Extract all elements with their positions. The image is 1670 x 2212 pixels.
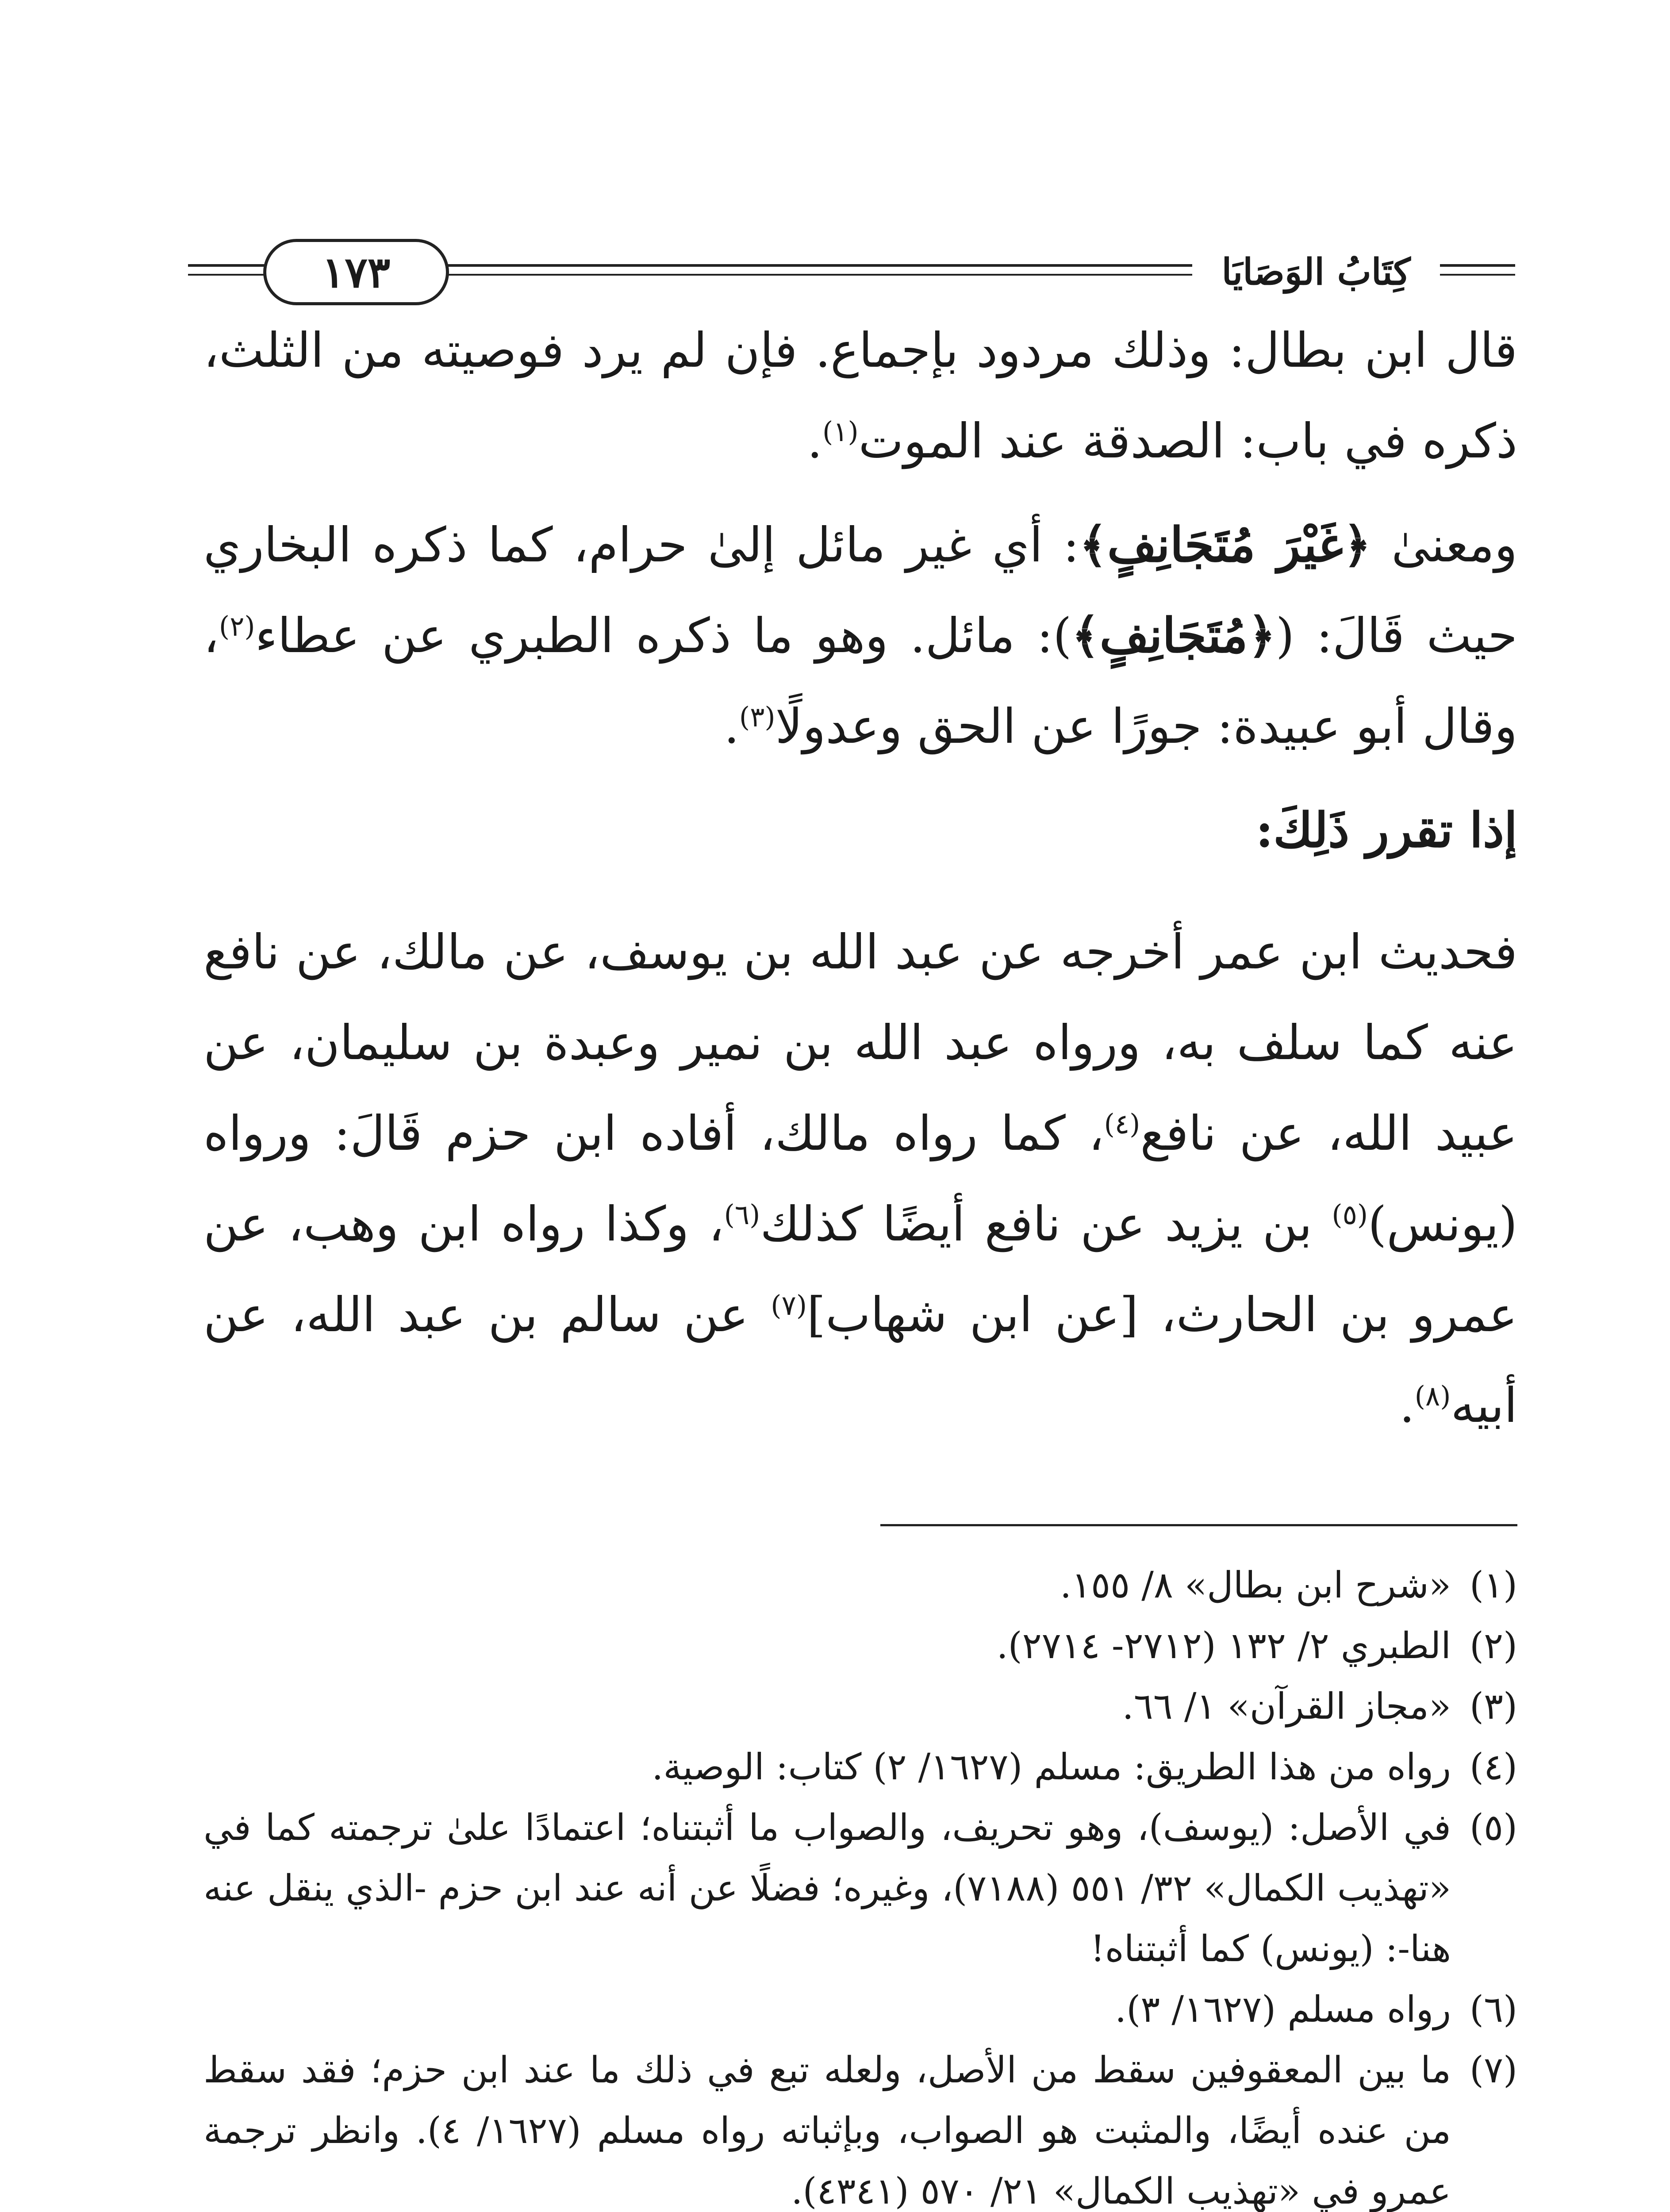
footnote-number: (٤): [1469, 1746, 1517, 1788]
footnote-number: (١): [1469, 1564, 1517, 1606]
paragraph-text: ومعنىٰ: [1371, 518, 1517, 573]
footnote-text: رواه من هذا الطريق: مسلم (١٦٢٧/ ٢) كتاب: الوصية.: [652, 1746, 1451, 1788]
footnote-ref-4[interactable]: (٤): [1104, 1108, 1140, 1140]
paragraph-text: ): مائل. وهو ما ذكره الطبري عن عطاء: [255, 608, 1072, 664]
footnote-number: (٥): [1469, 1807, 1517, 1849]
paragraph-ibn-battal: [203, 305, 1517, 487]
paragraph-text: فحديث ابن عمر أخرجه عن عبد الله بن يوسف، عن مالك، عن نافع عنه كما سلف به، ورواه عبد الله بن نمير وعبدة بن سليمان، عن عبيد الله، عن نافع: [203, 925, 1518, 1161]
footnote-ref-7[interactable]: (٧): [771, 1289, 807, 1321]
footnote-text: في الأصل: (يوسف)، وهو تحريف، والصواب ما أثبتناه؛ اعتمادًا علىٰ ترجمته كما في «تهذيب الكمال» ٣٢/ ٥٥١ (٧١٨٨)، وغيره؛ فضلًا عن أنه عند ابن حزم -الذي ينقل عنه هنا-: (يونس) كما أثبتناه!: [203, 1807, 1451, 1970]
footnote-item: [203, 1979, 1517, 2040]
footnote-ref-8[interactable]: (٨): [1414, 1380, 1451, 1412]
footnote-number: (٢): [1469, 1625, 1517, 1667]
footnote-text: رواه مسلم (١٦٢٧/ ٣).: [1115, 1989, 1451, 2031]
quran-quote: ﴿غَيْرَ مُتَجَانِفٍ﴾: [1079, 517, 1371, 573]
punctuation: .: [724, 699, 739, 754]
main-text: [203, 305, 1517, 1451]
quran-quote: ﴿مُتَجَانِفٍ﴾: [1071, 608, 1276, 664]
paragraph-meaning: [203, 500, 1517, 772]
paragraph-text: ، وقال أبو عبيدة: جورًا عن الحق وعدولًا: [203, 608, 1517, 754]
paragraph-text: عن سالم بن عبد الله، عن أبيه: [203, 1287, 1517, 1433]
paragraph-hadith: [203, 907, 1517, 1451]
footnote-item: [203, 1616, 1517, 1676]
footnote-ref-2[interactable]: (٢): [219, 610, 255, 642]
page-number: ١٧٣: [263, 239, 449, 305]
paragraph-text: بن يزيد عن نافع أيضًا كذلك: [760, 1197, 1332, 1252]
footnote-item: [203, 1676, 1517, 1737]
footnote-ref-6[interactable]: (٦): [724, 1198, 760, 1231]
running-header: [188, 228, 1515, 316]
section-heading: إذا تقرر ذَلِكَ:: [1255, 803, 1517, 858]
footnote-text: «مجاز القرآن» ١/ ٦٦.: [1122, 1686, 1451, 1728]
paragraph-text: : أي غير مائل إلىٰ حرام، كما ذكره البخاري حيث قَالَ: (: [203, 518, 1517, 664]
book-title: كِتَابُ الوَصَايَا: [1192, 243, 1440, 301]
punctuation: .: [1399, 1378, 1415, 1433]
footnote-text: ما بين المعقوفين سقط من الأصل، ولعله تبع في ذلك ما عند ابن حزم؛ فقد سقط من عنده أيضًا، والمثبت هو الصواب، وبإثباته رواه مسلم (١٦٢٧/ ٤). وانظر ترجمة عمرو في «تهذيب الكمال» ٢١/ ٥٧٠ (٤٣٤١).: [203, 2049, 1451, 2212]
paragraph-text: ، وكذا رواه ابن وهب، عن عمرو بن الحارث، [عن ابن شهاب]: [203, 1197, 1517, 1343]
footnote-number: (٧): [1469, 2049, 1517, 2091]
footnote-separator: [880, 1524, 1517, 1526]
footnote-ref-1[interactable]: (١): [822, 415, 859, 448]
footnote-number: (٣): [1469, 1686, 1517, 1728]
punctuation: .: [807, 414, 822, 469]
footnote-text: «شرح ابن بطال» ٨/ ١٥٥.: [1060, 1564, 1451, 1606]
footnote-text: الطبري ٢/ ١٣٢ (٢٧١٢- ٢٧١٤).: [996, 1625, 1451, 1667]
footnote-ref-3[interactable]: (٣): [739, 701, 775, 733]
paragraph-text: ، كما رواه مالك، أفاده ابن حزم قَالَ: ورواه (يونس): [203, 1106, 1517, 1252]
paragraph-text: قال ابن بطال: وذلك مردود بإجماع. فإن لم يرد فوصيته من الثلث، ذكره في باب: الصدقة عند الموت: [203, 323, 1517, 469]
footnote-ref-5[interactable]: (٥): [1332, 1198, 1368, 1231]
footnote-item: [203, 1555, 1517, 1616]
footnote-number: (٦): [1469, 1989, 1517, 2031]
footnote-item: [203, 2040, 1517, 2212]
footnote-item: [203, 1797, 1517, 1979]
footnote-item: [203, 1737, 1517, 1797]
footnotes: [203, 1555, 1517, 2212]
